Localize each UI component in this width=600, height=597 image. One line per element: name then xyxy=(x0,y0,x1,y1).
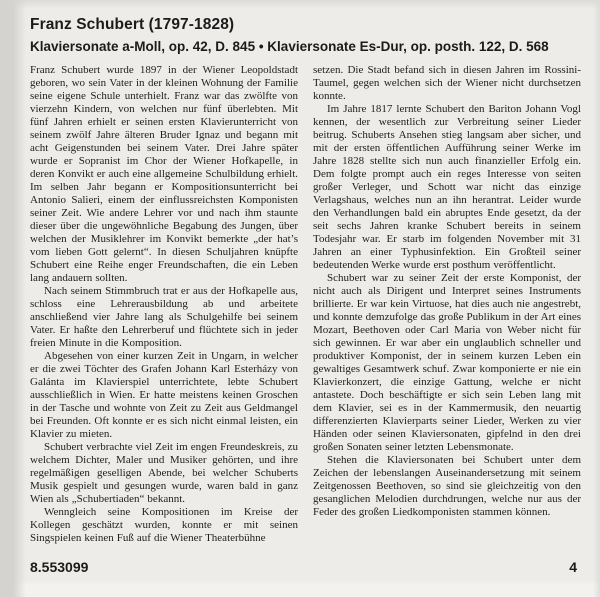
page-header xyxy=(30,15,580,55)
paragraph: Abgesehen von einer kurzen Zeit in Ungarn, in welcher er die zwei Töchter des Grafen Johann Karl Esterházy von Galánta im Klavierspiel unterrichtete, lebte Schubert ausschließlich in Wien. Er hatte meistens keinen Groschen in der Tasche und wohnte von Zeit zu Zeit aus Geldmangel bei Freunden. Oft konnte er es sich nicht einmal leisten, ein Klavier zu mieten. xyxy=(30,350,298,440)
paragraph: setzen. Die Stadt befand sich in diesen Jahren im Rossini-Taumel, gegen welchen sich der Wiener nicht durchsetzen konnte. xyxy=(313,64,581,102)
text-columns xyxy=(30,64,581,558)
paragraph: Schubert verbrachte viel Zeit im engen Freundeskreis, zu welchem Dichter, Maler und Musiker gehörten, und ihre regelmäßigen geselligen Abende, bei welcher Schuberts Musik gespielt und gesungen wurde, waren bald in ganz Wien als „Schubertiaden“ bekannt. xyxy=(30,441,298,505)
page-number: 4 xyxy=(569,559,577,575)
page-title: Franz Schubert (1797-1828) xyxy=(30,16,235,33)
right-column xyxy=(313,64,581,558)
paragraph: Franz Schubert wurde 1897 in der Wiener Leopoldstadt geboren, wo sein Vater in der kleinen Wohnung der Familie seine eigene Schule unterhielt. Franz war das zwölfte von vierzehn Kindern, von welchen nur fünf überlebten. Mit fünf Jahren erhielt er seinen ersten Klavierunterricht von seinem zwölf Jahre älteren Bruder Ignaz und begann mit acht Geigenstunden bei seinem Vater. Drei Jahre später wurde er Sopranist im Chor der Wiener Hofkapelle, in deren Konvikt er auch eine allgemeine Schulbildung erhielt. Im selben Jahr begann er Kompositionsunterricht bei Antonio Salieri, einem der einflussreichsten Komponisten seiner Zeit. Wie andere Lehrer vor und nach ihm staunte dieser über die ungewöhnliche Begabung des Jungen, über welchen der Musiklehrer im Konvikt bemerkte „der hat’s vom lieben Gott gelernt“. In diesen Schuljahren knüpfte Schubert eine Reihe enger Freundschaften, die ein Leben lang andauern sollten. xyxy=(30,64,298,284)
page-footer xyxy=(30,559,577,575)
paragraph: Schubert war zu seiner Zeit der erste Komponist, der nicht auch als Dirigent und Interpret seines Instruments brillierte. Er war kein Virtuose, hat dies auch nie angestrebt, und konnte demzufolge das große Publikum in der Art eines Mozart, Beethoven oder Carl Maria von Weber nicht für sich gewinnen. Er war aber ein unglaublich schneller und produktiver Komponist, der in seinem kurzen Leben ein gewaltiges Gesamtwerk schuf. Zwar komponierte er nie ein Klavierkonzert, die einzige Gattung, welche er nicht antastete. Doch beschäftigte er sich sein Leben lang mit dem Klavier, sei es in der Kammermusik, den neuartig differenzierten Klavierparts seiner Lieder, Werken zu vier Händen oder seinen Klaviersonaten, gipfelnd in den drei großen Sonaten seiner letzten Lebensmonate. xyxy=(313,272,581,453)
paragraph: Wenngleich seine Kompositionen im Kreise der Kollegen geschätzt wurden, konnte er mit seinen Singspielen keinen Fuß auf die Wiener Theaterbühne xyxy=(30,506,298,544)
page-subtitle: Klaviersonate a-Moll, op. 42, D. 845 • Klaviersonate Es-Dur, op. posth. 122, D. 568 xyxy=(30,39,549,54)
paragraph: Im Jahre 1817 lernte Schubert den Bariton Johann Vogl kennen, der wesentlich zur Verbreitung seiner Lieder beitrug. Schuberts Ansehen stieg langsam aber sicher, und mit der ersten öffentlichen Aufführung seiner Werke im Jahre 1828 stellte sich nun auch finanzieller Erfolg ein. Dem folgte prompt auch ein reges Interesse von seiten großer Verleger, und Schott war nicht das einzige Verlagshaus, welches nun an ihn herantrat. Leider wurde den Verhandlungen bald ein abruptes Ende gesetzt, da der seit sechs Jahren kranke Schubert bereits in seinem Todesjahr war. Er starb im folgenden November mit 31 Jahren an einer Typhusinfektion. Ein Großteil seiner bedeutenden Werke wurde erst posthum veröffentlicht. xyxy=(313,103,581,271)
paragraph: Stehen die Klaviersonaten bei Schubert unter dem Zeichen der lebenslangen Auseinandersetzung mit seinem Zeitgenossen Beethoven, so sind sie gleichzeitig von den gesanglichen Melodien durchdrungen, welche nur aus der Feder des großen Liedkomponisten stammen können. xyxy=(313,454,581,518)
paragraph: Nach seinem Stimmbruch trat er aus der Hofkapelle aus, schloss eine Lehrerausbildung ab und arbeitete anschließend vier Jahre lang als Schulgehilfe bei seinem Vater. Er haßte den Lehrerberuf und flüchtete sich in jeder freien Minute in die Komposition. xyxy=(30,285,298,349)
left-column xyxy=(30,64,298,558)
catalog-number: 8.553099 xyxy=(30,559,89,575)
